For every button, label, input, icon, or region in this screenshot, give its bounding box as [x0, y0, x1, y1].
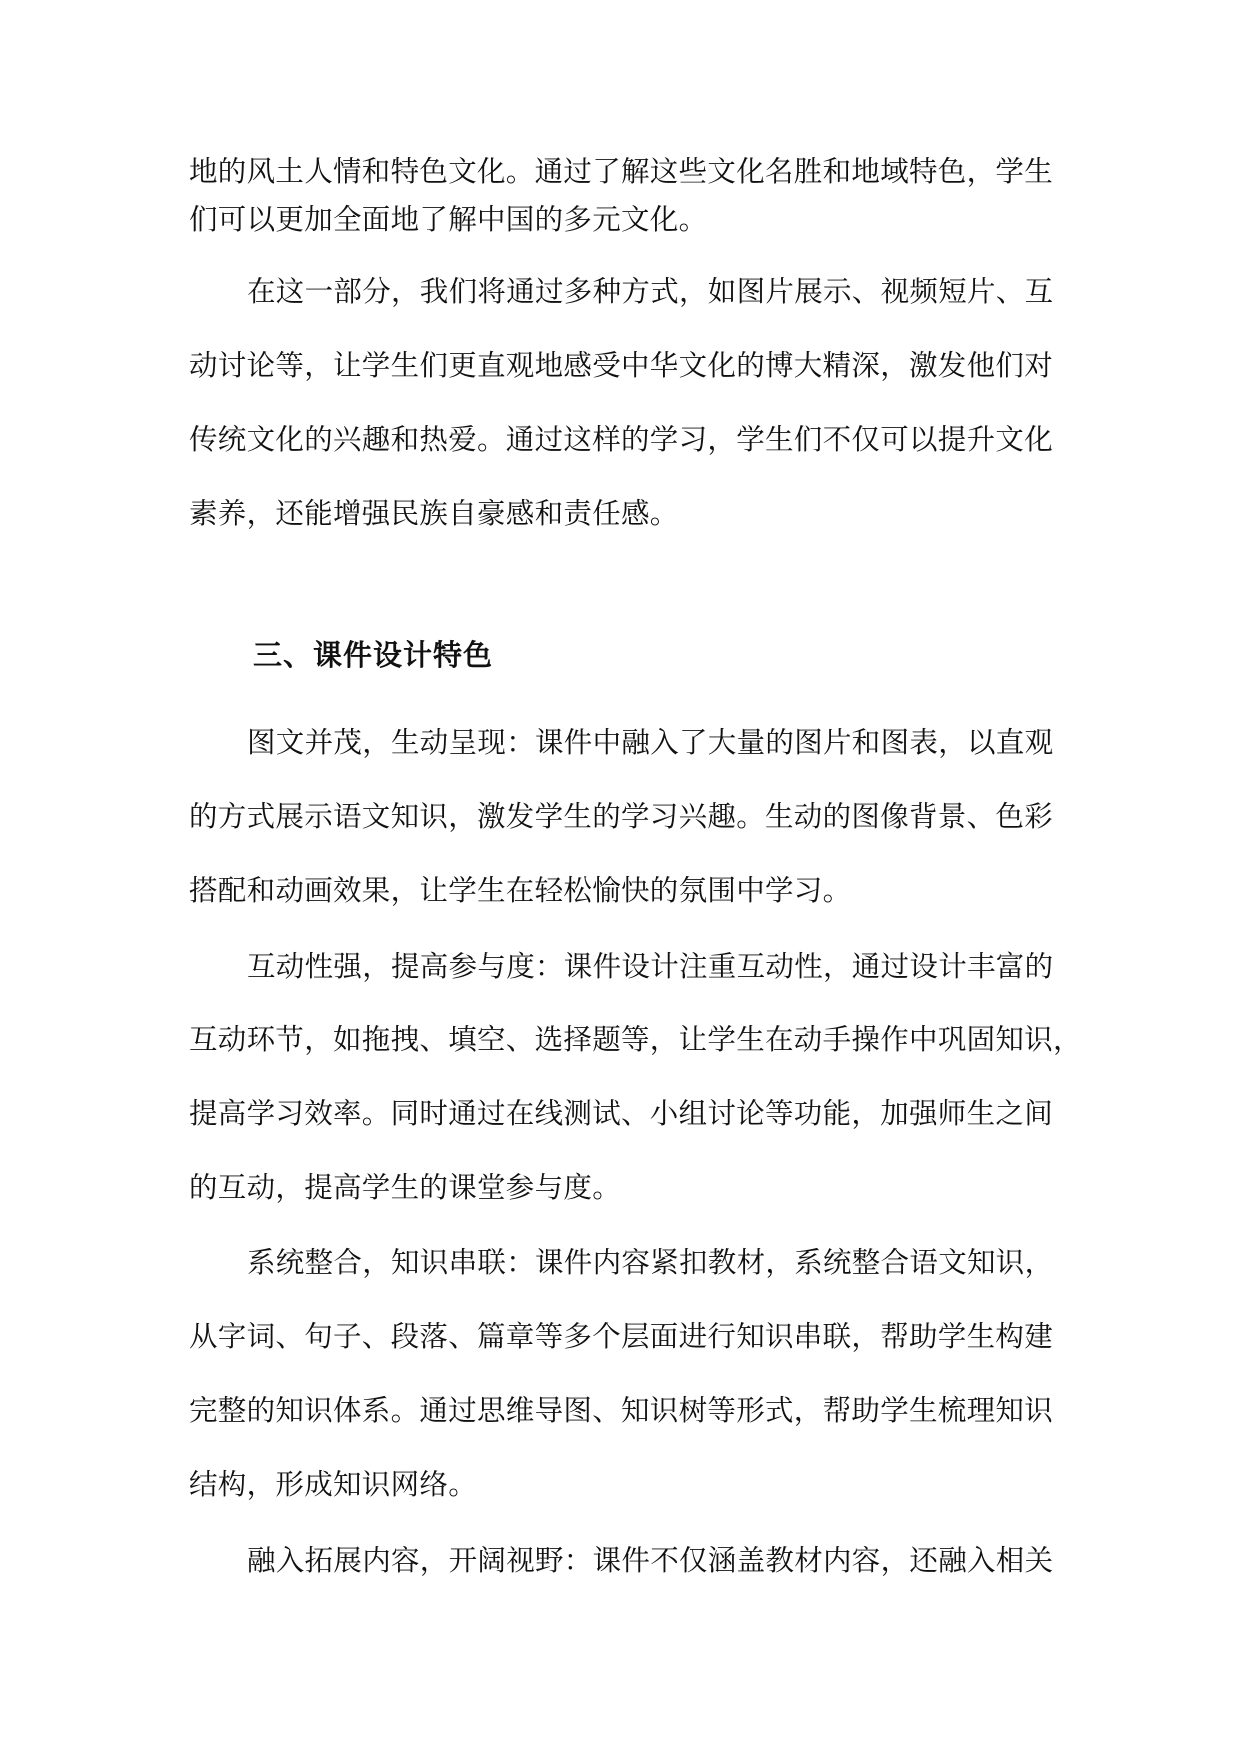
paragraph-6-line-1: 融入拓展内容，开阔视野：课件不仅涵盖教材内容，还融入相关: [247, 1544, 1054, 1577]
paragraph-5-line-3: 完整的知识体系。通过思维导图、知识树等形式，帮助学生梳理知识: [189, 1394, 1054, 1427]
paragraph-5-line-2: 从字词、句子、段落、篇章等多个层面进行知识串联，帮助学生构建: [189, 1320, 1054, 1353]
paragraph-5-line-4: 结构，形成知识网络。: [189, 1468, 478, 1501]
paragraph-2-line-3: 传统文化的兴趣和热爱。通过这样的学习，学生们不仅可以提升文化: [189, 423, 1054, 456]
paragraph-4-line-4: 的互动，提高学生的课堂参与度。: [189, 1171, 622, 1204]
paragraph-4-line-1: 互动性强，提高参与度：课件设计注重互动性，通过设计丰富的: [247, 950, 1054, 983]
paragraph-3-line-2: 的方式展示语文知识，激发学生的学习兴趣。生动的图像背景、色彩: [189, 800, 1054, 833]
paragraph-5-line-1: 系统整合，知识串联：课件内容紧扣教材，系统整合语文知识，: [247, 1246, 1054, 1279]
section-heading: 三、课件设计特色: [253, 638, 494, 672]
paragraph-1-line-1: 地的风土人情和特色文化。通过了解这些文化名胜和地域特色，学生: [189, 155, 1054, 188]
paragraph-3-line-3: 搭配和动画效果，让学生在轻松愉快的氛围中学习。: [189, 874, 852, 907]
paragraph-2-line-2: 动讨论等，让学生们更直观地感受中华文化的博大精深，激发他们对: [189, 349, 1054, 382]
paragraph-4-line-3: 提高学习效率。同时通过在线测试、小组讨论等功能，加强师生之间: [189, 1097, 1054, 1130]
paragraph-4-line-2: 互动环节，如拖拽、填空、选择题等，让学生在动手操作中巩固知识，: [189, 1023, 1082, 1056]
paragraph-1-line-2: 们可以更加全面地了解中国的多元文化。: [189, 203, 708, 236]
paragraph-2-line-4: 素养，还能增强民族自豪感和责任感。: [189, 497, 679, 530]
paragraph-3-line-1: 图文并茂，生动呈现：课件中融入了大量的图片和图表，以直观: [247, 726, 1054, 759]
paragraph-2-line-1: 在这一部分，我们将通过多种方式，如图片展示、视频短片、互: [247, 275, 1054, 308]
